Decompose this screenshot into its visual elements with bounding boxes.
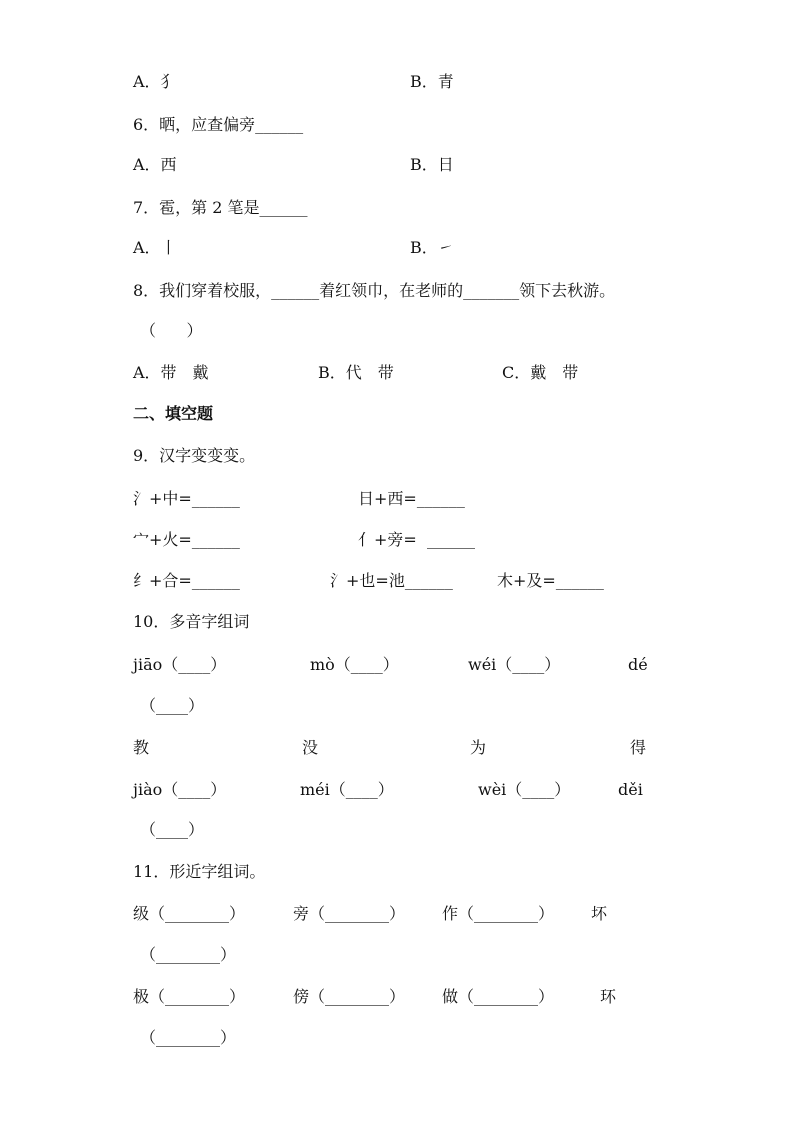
section-title-fill-blank: 二、填空题 bbox=[133, 404, 214, 423]
q10-pinyin: méi（____） bbox=[300, 780, 394, 799]
q9-item: 宀+火=______ bbox=[133, 530, 240, 549]
q9-title: 9．汉字变变变。 bbox=[133, 446, 256, 465]
q10-char: 为 bbox=[470, 738, 487, 757]
q10-pinyin: wèi（____） bbox=[478, 780, 571, 799]
q10-title: 10．多音字组词 bbox=[133, 612, 250, 631]
q11-item: 坏 bbox=[591, 904, 608, 923]
q6-text: 6．晒，应查偏旁______ bbox=[133, 115, 304, 134]
q6-option-b: B．日 bbox=[410, 155, 454, 174]
q11-title: 11．形近字组词。 bbox=[133, 862, 266, 881]
q10-pinyin: jiāo（____） bbox=[133, 655, 227, 674]
q9-item: 纟+合=______ bbox=[133, 571, 240, 590]
q9-item: 木+及=______ bbox=[497, 571, 604, 590]
q10-pinyin: wéi（____） bbox=[468, 655, 561, 674]
q11-item: 做（________） bbox=[442, 987, 555, 1006]
q11-item: 旁（________） bbox=[293, 904, 406, 923]
q9-item: 亻+旁= ______ bbox=[358, 530, 475, 549]
q10-blank: （____） bbox=[140, 820, 205, 839]
q10-char: 没 bbox=[302, 738, 319, 757]
q10-pinyin: děi bbox=[618, 780, 643, 799]
q10-pinyin: dé bbox=[628, 655, 648, 674]
q5-option-b: B．青 bbox=[410, 72, 454, 91]
q10-char: 得 bbox=[630, 738, 647, 757]
q11-item: 作（________） bbox=[442, 904, 555, 923]
q8-option-a: A．带 戴 bbox=[133, 363, 209, 382]
q11-item: 傍（________） bbox=[293, 987, 406, 1006]
q7-option-a: A．丨 bbox=[133, 238, 177, 257]
q11-item: 环 bbox=[600, 987, 617, 1006]
q7-text: 7．雹，第 2 笔是______ bbox=[133, 198, 308, 217]
q11-item: 极（________） bbox=[133, 987, 246, 1006]
q10-pinyin: mò（____） bbox=[310, 655, 399, 674]
q10-pinyin: jiào（____） bbox=[133, 780, 227, 799]
q10-blank: （____） bbox=[140, 696, 205, 715]
q5-option-a: A．犭 bbox=[133, 72, 177, 91]
q8-option-b: B．代 带 bbox=[318, 363, 394, 382]
q9-item: 日+西=______ bbox=[358, 489, 465, 508]
q9-item: 氵+中=______ bbox=[133, 489, 240, 508]
q8-answer-paren: （ ） bbox=[140, 321, 203, 340]
q9-item: 氵+也=池______ bbox=[330, 571, 453, 590]
q11-item: 级（________） bbox=[133, 904, 246, 923]
q11-blank: （________） bbox=[140, 1028, 237, 1047]
q10-char: 教 bbox=[133, 738, 150, 757]
q8-text: 8．我们穿着校服，______着红领巾，在老师的_______领下去秋游。 bbox=[133, 281, 616, 300]
q11-blank: （________） bbox=[140, 945, 237, 964]
q8-option-c: C．戴 带 bbox=[502, 363, 579, 382]
q7-option-b: B．㇀ bbox=[410, 238, 454, 257]
q6-option-a: A．西 bbox=[133, 155, 177, 174]
